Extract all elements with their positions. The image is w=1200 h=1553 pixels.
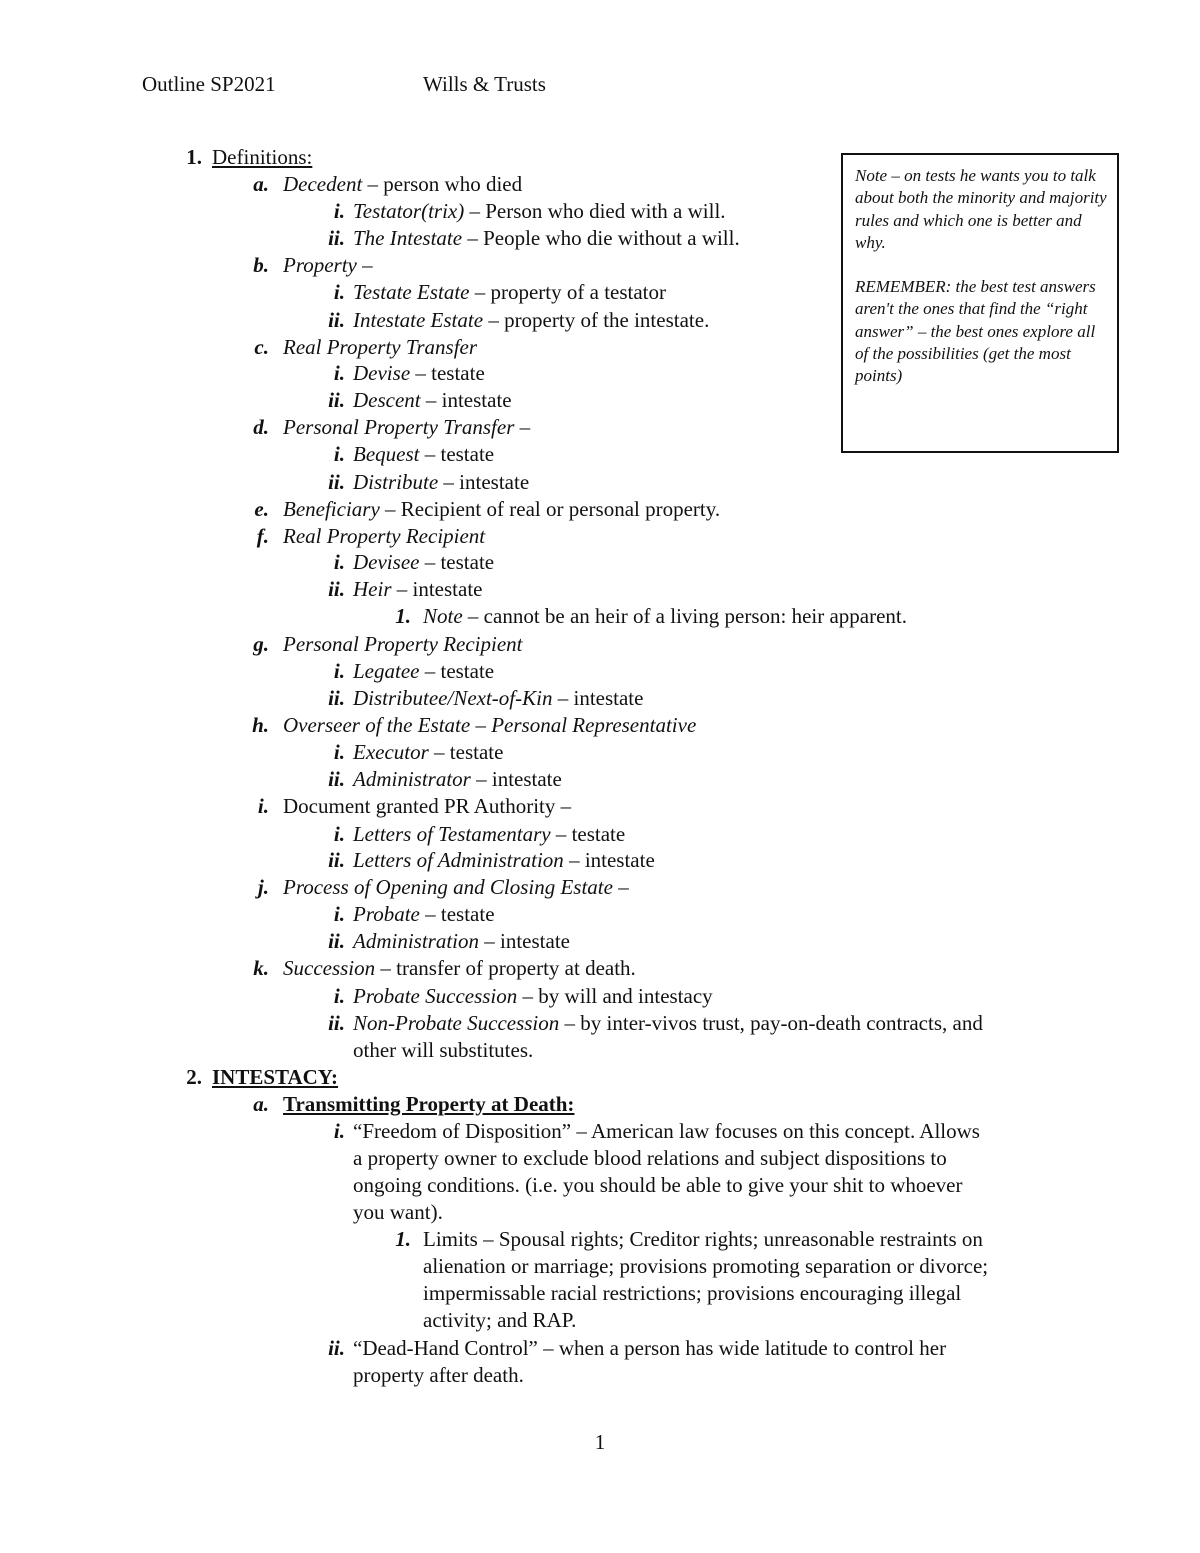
- list-marker: ii.: [328, 767, 345, 791]
- term: Probate Succession: [353, 984, 518, 1008]
- outline-line: [256, 523, 486, 550]
- term: Non-Probate Succession: [353, 1011, 560, 1035]
- outline-line: [253, 955, 636, 982]
- term: Process of Opening and Closing Estate –: [283, 875, 629, 899]
- line-text: – transfer of property at death.: [375, 956, 636, 980]
- line-text: property after death.: [353, 1363, 524, 1387]
- term: Real Property Transfer: [283, 335, 478, 359]
- outline-line: [328, 576, 483, 603]
- outline-line: [333, 198, 726, 225]
- outline-line: [328, 387, 512, 414]
- term: Devise: [353, 361, 411, 385]
- outline-line: [333, 360, 485, 387]
- outline-line: [353, 1037, 533, 1064]
- term: Beneficiary: [283, 497, 380, 521]
- term: Administration: [353, 929, 480, 953]
- outline-line: [328, 1010, 983, 1037]
- outline-line: [333, 658, 495, 685]
- list-marker: i.: [333, 1119, 345, 1143]
- line-text: other will substitutes.: [353, 1038, 534, 1062]
- outline-line: [328, 766, 562, 793]
- list-marker: ii.: [328, 577, 345, 601]
- list-marker: j.: [257, 875, 269, 899]
- line-text: – testate: [550, 822, 626, 846]
- term: Executor: [353, 740, 429, 764]
- line-text: alienation or marriage; provisions promoting separation or divorce;: [423, 1254, 989, 1278]
- term: Probate: [353, 902, 420, 926]
- term: Succession: [283, 956, 376, 980]
- list-marker: i.: [333, 280, 345, 304]
- line-text: – cannot be an heir of a living person: heir apparent.: [462, 604, 908, 628]
- list-marker: 2.: [186, 1065, 202, 1089]
- term: Distributee/Next-of-Kin: [353, 686, 553, 710]
- outline-line: [423, 1307, 576, 1334]
- line-text: – property of a testator: [469, 280, 667, 304]
- note-box: [841, 153, 1119, 453]
- line-text: INTESTACY:: [212, 1065, 339, 1089]
- list-marker: ii.: [328, 1336, 345, 1360]
- list-marker: a.: [253, 1092, 269, 1116]
- line-text: – Person who died with a will.: [464, 199, 726, 223]
- list-marker: ii.: [328, 848, 345, 872]
- outline-line: [353, 1199, 443, 1226]
- outline-line: [395, 1226, 983, 1253]
- line-text: activity; and RAP.: [423, 1308, 577, 1332]
- list-marker: ii.: [328, 1011, 345, 1035]
- line-text: you want).: [353, 1200, 443, 1224]
- page-number: 1: [594, 1430, 606, 1454]
- list-marker: f.: [256, 524, 269, 548]
- line-text: ongoing conditions. (i.e. you should be able to give your shit to whoever: [353, 1173, 963, 1197]
- line-text: – intestate: [479, 929, 570, 953]
- term: Heir: [353, 577, 392, 601]
- line-text: – intestate: [420, 388, 512, 412]
- line-text: – intestate: [391, 577, 483, 601]
- line-text: – testate: [419, 659, 495, 683]
- term: Administrator: [353, 767, 471, 791]
- header-right: Wills & Trusts: [423, 72, 546, 96]
- list-marker: 1.: [395, 1227, 411, 1251]
- note-paragraph-2: REMEMBER: the best test answers aren't the ones that find the “right answer” – the best ones explore all of the possibilities (get the most points): [855, 277, 1096, 386]
- list-marker: k.: [253, 956, 269, 980]
- outline-line: [353, 1172, 963, 1199]
- list-marker: i.: [333, 550, 345, 574]
- term: The Intestate: [353, 226, 463, 250]
- outline-line: [328, 469, 530, 496]
- list-marker: a.: [253, 172, 269, 196]
- term: Descent: [353, 388, 421, 412]
- line-text: Document granted PR Authority –: [283, 794, 572, 818]
- list-marker: i.: [333, 822, 345, 846]
- term: Testator(trix): [353, 199, 465, 223]
- outline-line: [328, 847, 655, 874]
- term: Personal Property Transfer –: [283, 415, 531, 439]
- outline-line: [423, 1253, 988, 1280]
- outline-line: [423, 1280, 961, 1307]
- line-text: – testate: [428, 740, 504, 764]
- line-text: Definitions:: [212, 145, 313, 169]
- list-marker: e.: [254, 497, 269, 521]
- outline-line: [257, 793, 572, 820]
- term: Letters of Administration: [353, 848, 564, 872]
- line-text: – intestate: [470, 767, 562, 791]
- term: Decedent: [283, 172, 363, 196]
- list-marker: i.: [333, 902, 345, 926]
- line-text: – property of the intestate.: [483, 308, 710, 332]
- outline-line: [186, 144, 313, 171]
- outline-line: [333, 739, 504, 766]
- term: Letters of Testamentary: [353, 822, 551, 846]
- list-marker: i.: [333, 659, 345, 683]
- outline-line: [395, 603, 908, 630]
- list-marker: i.: [333, 199, 345, 223]
- outline-line: [333, 441, 495, 468]
- line-text: Limits – Spousal rights; Creditor rights; unreasonable restraints on: [423, 1227, 983, 1251]
- outline-line: [333, 549, 495, 576]
- header-left: Outline SP2021: [142, 72, 276, 96]
- term: Overseer of the Estate – Personal Representative: [283, 713, 697, 737]
- outline-line: [254, 496, 721, 523]
- term: Property –: [283, 253, 373, 277]
- outline-line: [328, 1335, 947, 1362]
- term: Devisee: [353, 550, 420, 574]
- outline-line: [257, 874, 629, 901]
- list-marker: ii.: [328, 388, 345, 412]
- term: Bequest: [353, 442, 420, 466]
- list-marker: ii.: [328, 686, 345, 710]
- outline-line: [253, 414, 531, 441]
- outline-line: [353, 1362, 524, 1389]
- line-text: – by inter-vivos trust, pay-on-death contracts, and: [559, 1011, 983, 1035]
- outline-line: [328, 307, 710, 334]
- list-marker: i.: [333, 740, 345, 764]
- list-marker: c.: [254, 335, 269, 359]
- line-text: – by will and intestacy: [517, 984, 713, 1008]
- list-marker: i.: [333, 984, 345, 1008]
- line-text: – testate: [410, 361, 485, 385]
- term: Real Property Recipient: [283, 524, 486, 548]
- list-marker: ii.: [328, 226, 345, 250]
- list-marker: 1.: [395, 604, 411, 628]
- line-text: – intestate: [552, 686, 644, 710]
- list-marker: ii.: [328, 308, 345, 332]
- list-marker: ii.: [328, 470, 345, 494]
- line-text: – intestate: [563, 848, 655, 872]
- line-text: “Dead-Hand Control” – when a person has wide latitude to control her: [353, 1336, 947, 1360]
- list-marker: 1.: [186, 145, 202, 169]
- list-marker: d.: [253, 415, 269, 439]
- outline-line: [254, 334, 478, 361]
- outline-line: [328, 928, 570, 955]
- line-text: impermissable racial restrictions; provisions encouraging illegal: [423, 1281, 962, 1305]
- outline-line: [253, 631, 523, 658]
- list-marker: b.: [253, 253, 269, 277]
- outline-line: [253, 171, 523, 198]
- line-text: – intestate: [438, 470, 530, 494]
- line-text: – testate: [419, 442, 495, 466]
- line-text: – testate: [419, 902, 495, 926]
- outline-line: [333, 983, 713, 1010]
- term: Testate Estate: [353, 280, 470, 304]
- line-text: – person who died: [362, 172, 523, 196]
- note-paragraph-1: Note – on tests he wants you to talk about both the minority and majority rules and which one is better and why.: [855, 166, 1107, 252]
- outline-line: [252, 712, 697, 739]
- line-text: – Recipient of real or personal property.: [379, 497, 721, 521]
- outline-line: [333, 821, 626, 848]
- term: Distribute: [353, 470, 439, 494]
- list-marker: i.: [333, 442, 345, 466]
- term: Personal Property Recipient: [283, 632, 523, 656]
- outline-line: [333, 279, 667, 306]
- outline-line: [333, 901, 495, 928]
- outline-line: [253, 1091, 575, 1118]
- line-text: – People who die without a will.: [462, 226, 740, 250]
- outline-line: [333, 1118, 980, 1145]
- list-marker: i.: [257, 794, 269, 818]
- list-marker: h.: [252, 713, 269, 737]
- outline-line: [253, 252, 373, 279]
- line-text: “Freedom of Disposition” – American law focuses on this concept. Allows: [353, 1119, 980, 1143]
- line-text: a property owner to exclude blood relations and subject dispositions to: [353, 1146, 947, 1170]
- line-text: Transmitting Property at Death:: [283, 1092, 575, 1116]
- outline-line: [353, 1145, 947, 1172]
- outline-line: [328, 225, 740, 252]
- term: Legatee: [353, 659, 420, 683]
- term: Note: [423, 604, 463, 628]
- term: Intestate Estate: [353, 308, 484, 332]
- outline-line: [186, 1064, 339, 1091]
- outline-line: [328, 685, 644, 712]
- list-marker: i.: [333, 361, 345, 385]
- list-marker: ii.: [328, 929, 345, 953]
- line-text: – testate: [419, 550, 495, 574]
- list-marker: g.: [253, 632, 269, 656]
